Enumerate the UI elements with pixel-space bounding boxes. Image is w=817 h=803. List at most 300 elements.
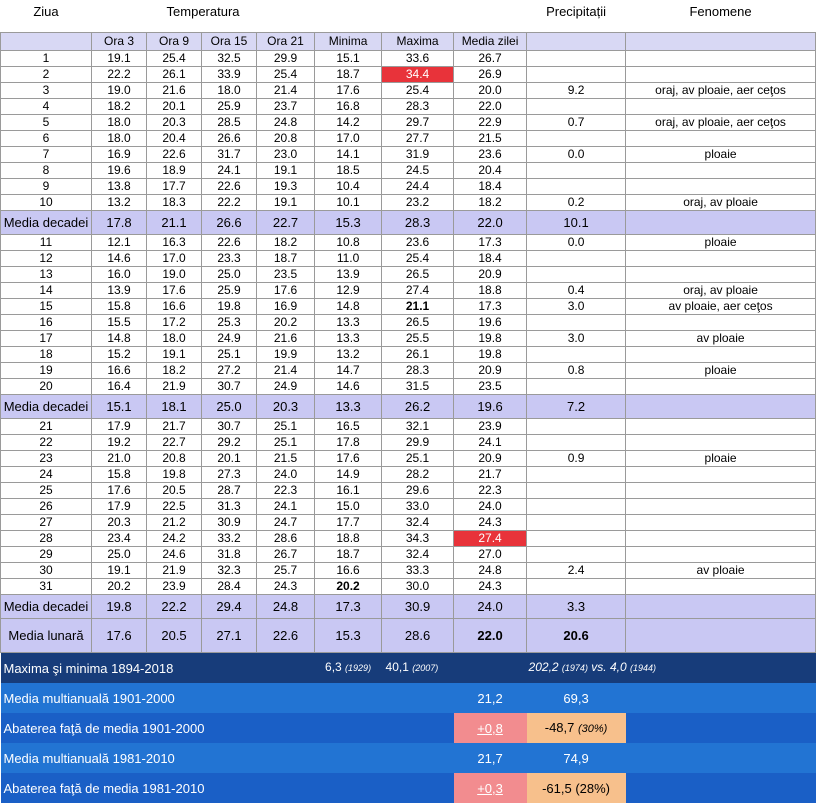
cell: 23 xyxy=(1,451,92,467)
cell xyxy=(527,435,626,451)
footer-mean-1981-label: Media multianuală 1981-2010 xyxy=(1,743,454,773)
cell: 9 xyxy=(1,179,92,195)
cell: 16.9 xyxy=(257,299,315,315)
cell: 29.7 xyxy=(382,115,454,131)
cell: 31.5 xyxy=(382,379,454,395)
cell: 0.0 xyxy=(527,147,626,163)
cell: 19.1 xyxy=(257,163,315,179)
table-row xyxy=(1,283,816,299)
cell xyxy=(626,163,816,179)
cell: 25.9 xyxy=(202,283,257,299)
table-row xyxy=(1,299,816,315)
cell: 16.0 xyxy=(92,267,147,283)
col-header: Ora 3 xyxy=(92,33,147,51)
cell: 19.6 xyxy=(454,395,527,419)
cell: 12.9 xyxy=(315,283,382,299)
cell: 25 xyxy=(1,483,92,499)
cell: 16.3 xyxy=(147,235,202,251)
cell: 30.0 xyxy=(382,579,454,595)
cell: 18.8 xyxy=(315,531,382,547)
cell: 18.2 xyxy=(92,99,147,115)
cell: 19.9 xyxy=(257,347,315,363)
table-row xyxy=(1,163,816,179)
cell: 20.2 xyxy=(257,315,315,331)
cell: 21.1 xyxy=(382,299,454,315)
cell: 24.7 xyxy=(257,515,315,531)
cell: 27.4 xyxy=(382,283,454,299)
cell: 20.5 xyxy=(147,619,202,653)
cell: 20.8 xyxy=(147,451,202,467)
cell: 14.6 xyxy=(92,251,147,267)
cell: Media decadei xyxy=(1,211,92,235)
cell: 25.1 xyxy=(202,347,257,363)
decade-summary-row xyxy=(1,395,816,419)
cell: 15.0 xyxy=(315,499,382,515)
cell xyxy=(626,531,816,547)
cell: 14.1 xyxy=(315,147,382,163)
cell: 25.0 xyxy=(202,267,257,283)
cell: 9.2 xyxy=(527,83,626,99)
cell: 28 xyxy=(1,531,92,547)
cell: 21.5 xyxy=(454,131,527,147)
cell xyxy=(626,51,816,67)
cell: 10.1 xyxy=(527,211,626,235)
cell: 29.9 xyxy=(257,51,315,67)
cell: 22.2 xyxy=(92,67,147,83)
cell: 23.6 xyxy=(454,147,527,163)
cell xyxy=(626,619,816,653)
cell: 24.4 xyxy=(382,179,454,195)
cell xyxy=(527,547,626,563)
cell xyxy=(527,67,626,83)
cell: 15.8 xyxy=(92,467,147,483)
cell: 13.3 xyxy=(315,395,382,419)
cell xyxy=(527,267,626,283)
cell: 28.5 xyxy=(202,115,257,131)
table-row xyxy=(1,451,816,467)
cell: 7 xyxy=(1,147,92,163)
cell: 25.1 xyxy=(382,451,454,467)
cell: 28.7 xyxy=(202,483,257,499)
cell: 32.4 xyxy=(382,547,454,563)
cell: 16.6 xyxy=(92,363,147,379)
cell: 17.0 xyxy=(147,251,202,267)
cell: 20.6 xyxy=(527,619,626,653)
cell: 30.7 xyxy=(202,419,257,435)
cell: 28.6 xyxy=(257,531,315,547)
cell: 20.9 xyxy=(454,267,527,283)
cell xyxy=(527,515,626,531)
cell: 0.9 xyxy=(527,451,626,467)
cell: 18.0 xyxy=(92,115,147,131)
cell: 23.5 xyxy=(454,379,527,395)
cell: 23.4 xyxy=(92,531,147,547)
cell: 20.3 xyxy=(92,515,147,531)
cell: av ploaie, aer ceţos xyxy=(626,299,816,315)
cell: 17.9 xyxy=(92,419,147,435)
cell: 14.2 xyxy=(315,115,382,131)
table-row xyxy=(1,51,816,67)
footer-mean-1901-row xyxy=(1,683,816,713)
cell: 14.8 xyxy=(315,299,382,315)
cell: 17.6 xyxy=(147,283,202,299)
cell: 17.6 xyxy=(315,83,382,99)
cell: 22.6 xyxy=(202,235,257,251)
cell: 12.1 xyxy=(92,235,147,251)
cell: 14.9 xyxy=(315,467,382,483)
cell: 17.6 xyxy=(315,451,382,467)
header-fenomene: Fenomene xyxy=(626,0,816,33)
cell: 20.3 xyxy=(147,115,202,131)
cell: 14.8 xyxy=(92,331,147,347)
table-row xyxy=(1,235,816,251)
cell: 12 xyxy=(1,251,92,267)
cell: 13.2 xyxy=(315,347,382,363)
cell: 3.0 xyxy=(527,331,626,347)
table-row xyxy=(1,563,816,579)
cell: 10.4 xyxy=(315,179,382,195)
cell xyxy=(527,579,626,595)
cell xyxy=(626,435,816,451)
cell: av ploaie xyxy=(626,563,816,579)
cell: 26.7 xyxy=(454,51,527,67)
cell: oraj, av ploaie, aer ceţos xyxy=(626,83,816,99)
footer-mean-1901-temp: 21,2 xyxy=(454,683,527,713)
monthly-summary-row xyxy=(1,619,816,653)
cell: 13.9 xyxy=(92,283,147,299)
cell xyxy=(626,547,816,563)
cell: 32.1 xyxy=(382,419,454,435)
cell: 17.3 xyxy=(315,595,382,619)
cell: 2 xyxy=(1,67,92,83)
cell: 27.3 xyxy=(202,467,257,483)
cell: 20.1 xyxy=(147,99,202,115)
cell: 25.0 xyxy=(92,547,147,563)
cell: 16.6 xyxy=(147,299,202,315)
cell: 24.6 xyxy=(147,547,202,563)
cell: 21.0 xyxy=(92,451,147,467)
cell: 22.0 xyxy=(454,211,527,235)
cell xyxy=(527,467,626,483)
cell: 31.3 xyxy=(202,499,257,515)
table-row xyxy=(1,99,816,115)
cell: 26.6 xyxy=(202,131,257,147)
cell: 8 xyxy=(1,163,92,179)
cell: 24.3 xyxy=(454,515,527,531)
cell xyxy=(626,483,816,499)
cell: 19.8 xyxy=(454,347,527,363)
cell: 22.0 xyxy=(454,99,527,115)
cell: 0.8 xyxy=(527,363,626,379)
table-row xyxy=(1,379,816,395)
cell: 32.3 xyxy=(202,563,257,579)
cell: 11.0 xyxy=(315,251,382,267)
cell: 34.3 xyxy=(382,531,454,547)
cell: 21.6 xyxy=(147,83,202,99)
cell: 28.3 xyxy=(382,211,454,235)
cell: 22.7 xyxy=(257,211,315,235)
cell: 22.2 xyxy=(147,595,202,619)
cell: 13.3 xyxy=(315,315,382,331)
cell: 24.0 xyxy=(257,467,315,483)
cell xyxy=(626,419,816,435)
header-row-columns xyxy=(1,33,816,51)
cell: 19 xyxy=(1,363,92,379)
cell xyxy=(527,315,626,331)
cell: 20.4 xyxy=(147,131,202,147)
cell: 18.2 xyxy=(147,363,202,379)
cell: 7.2 xyxy=(527,395,626,419)
cell: 28.3 xyxy=(382,363,454,379)
table-row xyxy=(1,347,816,363)
cell: 19.1 xyxy=(92,563,147,579)
cell: 16.1 xyxy=(315,483,382,499)
cell: ploaie xyxy=(626,147,816,163)
footer-dev-1981-row xyxy=(1,773,816,803)
cell: 17.3 xyxy=(454,299,527,315)
cell: 20.9 xyxy=(454,451,527,467)
cell xyxy=(527,99,626,115)
cell: 29.6 xyxy=(382,483,454,499)
cell: 22 xyxy=(1,435,92,451)
cell: 18.9 xyxy=(147,163,202,179)
cell: av ploaie xyxy=(626,331,816,347)
cell: 32.5 xyxy=(202,51,257,67)
cell: 33.3 xyxy=(382,563,454,579)
cell: 24.8 xyxy=(257,595,315,619)
cell: 24.9 xyxy=(202,331,257,347)
cell: 13.9 xyxy=(315,267,382,283)
cell: 22.7 xyxy=(147,435,202,451)
cell: 27 xyxy=(1,515,92,531)
cell: 23.9 xyxy=(454,419,527,435)
cell xyxy=(527,379,626,395)
cell: 24.1 xyxy=(454,435,527,451)
cell: 18.7 xyxy=(315,67,382,83)
cell: 24.8 xyxy=(257,115,315,131)
footer-extremes-precip: 202,2 (1974) vs. 4,0 (1944) xyxy=(527,653,816,684)
table-row xyxy=(1,267,816,283)
cell: 16.5 xyxy=(315,419,382,435)
cell: 22.2 xyxy=(202,195,257,211)
cell: 18.0 xyxy=(147,331,202,347)
table-row xyxy=(1,251,816,267)
cell: 27.0 xyxy=(454,547,527,563)
footer-dev-1981-precip: -61,5 (28%) xyxy=(527,773,626,803)
cell: 18.4 xyxy=(454,251,527,267)
cell: 22.3 xyxy=(454,483,527,499)
cell xyxy=(626,395,816,419)
cell: 31.7 xyxy=(202,147,257,163)
cell: 29.2 xyxy=(202,435,257,451)
cell: 21 xyxy=(1,419,92,435)
cell: 15.2 xyxy=(92,347,147,363)
cell: 33.0 xyxy=(382,499,454,515)
table-row xyxy=(1,547,816,563)
cell: 30.7 xyxy=(202,379,257,395)
cell: 26.1 xyxy=(382,347,454,363)
footer-mean-1981-row xyxy=(1,743,816,773)
cell: 19.6 xyxy=(92,163,147,179)
cell: 14.6 xyxy=(315,379,382,395)
footer-mean-1981-precip: 74,9 xyxy=(527,743,626,773)
cell: 10.1 xyxy=(315,195,382,211)
cell: 17.6 xyxy=(257,283,315,299)
cell: 2.4 xyxy=(527,563,626,579)
footer-mean-1981-temp: 21,7 xyxy=(454,743,527,773)
cell: 18.7 xyxy=(315,547,382,563)
cell xyxy=(626,499,816,515)
table-row xyxy=(1,435,816,451)
cell: 25.4 xyxy=(257,67,315,83)
cell: 23.3 xyxy=(202,251,257,267)
cell: 18.0 xyxy=(202,83,257,99)
cell: Media lunară xyxy=(1,619,92,653)
cell: 18.2 xyxy=(454,195,527,211)
footer-dev-1981-temp: +0,3 xyxy=(454,773,527,803)
cell: oraj, av ploaie, aer ceţos xyxy=(626,115,816,131)
cell: 30.9 xyxy=(202,515,257,531)
cell: 27.4 xyxy=(454,531,527,547)
footer-mean-1901-label: Media multianuală 1901-2000 xyxy=(1,683,454,713)
cell: 13.3 xyxy=(315,331,382,347)
cell xyxy=(626,347,816,363)
cell: 13.2 xyxy=(92,195,147,211)
table-row xyxy=(1,115,816,131)
cell: 30.9 xyxy=(382,595,454,619)
cell: 10.8 xyxy=(315,235,382,251)
cell: 31.9 xyxy=(382,147,454,163)
cell: 15.3 xyxy=(315,211,382,235)
footer-dev-1981-label: Abaterea faţă de media 1981-2010 xyxy=(1,773,454,803)
cell: 18.4 xyxy=(454,179,527,195)
cell: 21.6 xyxy=(257,331,315,347)
cell: 25.7 xyxy=(257,563,315,579)
cell: 27.1 xyxy=(202,619,257,653)
cell: 19.6 xyxy=(454,315,527,331)
table-row xyxy=(1,195,816,211)
cell: 6 xyxy=(1,131,92,147)
cell xyxy=(626,267,816,283)
col-header: Maxima xyxy=(382,33,454,51)
cell xyxy=(527,131,626,147)
cell xyxy=(626,131,816,147)
cell: 21.9 xyxy=(147,563,202,579)
cell: 33.6 xyxy=(382,51,454,67)
cell: 25.0 xyxy=(202,395,257,419)
cell: 17.0 xyxy=(315,131,382,147)
cell: 34.4 xyxy=(382,67,454,83)
cell xyxy=(626,467,816,483)
cell: 11 xyxy=(1,235,92,251)
cell: 18.0 xyxy=(92,131,147,147)
cell xyxy=(626,99,816,115)
cell: 21.7 xyxy=(147,419,202,435)
cell: 21.1 xyxy=(147,211,202,235)
cell: 17.7 xyxy=(315,515,382,531)
cell: 33.9 xyxy=(202,67,257,83)
cell: 15.1 xyxy=(315,51,382,67)
cell: 18.8 xyxy=(454,283,527,299)
cell: 23.9 xyxy=(147,579,202,595)
cell: 24.9 xyxy=(257,379,315,395)
cell: ploaie xyxy=(626,363,816,379)
cell: 16 xyxy=(1,315,92,331)
cell: 5 xyxy=(1,115,92,131)
table-row xyxy=(1,515,816,531)
footer-dev-1901-row xyxy=(1,713,816,743)
cell xyxy=(626,315,816,331)
cell: 18.3 xyxy=(147,195,202,211)
cell xyxy=(527,347,626,363)
cell: 17.6 xyxy=(92,483,147,499)
cell: 17.7 xyxy=(147,179,202,195)
cell: 18.7 xyxy=(257,251,315,267)
table-row xyxy=(1,67,816,83)
cell: 20.5 xyxy=(147,483,202,499)
cell: 19.3 xyxy=(257,179,315,195)
cell: 25.1 xyxy=(257,435,315,451)
cell: 26.6 xyxy=(202,211,257,235)
col-header: Media zilei xyxy=(454,33,527,51)
cell: 17.2 xyxy=(147,315,202,331)
cell: 24.8 xyxy=(454,563,527,579)
cell xyxy=(527,179,626,195)
cell: 18 xyxy=(1,347,92,363)
footer-dev-1901-precip: -48,7 (30%) xyxy=(527,713,626,743)
cell: oraj, av ploaie xyxy=(626,195,816,211)
cell: 24.5 xyxy=(382,163,454,179)
table-row xyxy=(1,419,816,435)
cell: 26.2 xyxy=(382,395,454,419)
cell: ploaie xyxy=(626,451,816,467)
cell: 24.0 xyxy=(454,595,527,619)
cell: 22.6 xyxy=(202,179,257,195)
cell: 21.4 xyxy=(257,363,315,379)
cell: 24 xyxy=(1,467,92,483)
cell: 27.7 xyxy=(382,131,454,147)
cell: 16.9 xyxy=(92,147,147,163)
footer-mean-1901-precip: 69,3 xyxy=(527,683,626,713)
cell: 14.7 xyxy=(315,363,382,379)
cell xyxy=(626,179,816,195)
cell: 19.8 xyxy=(202,299,257,315)
table-row xyxy=(1,483,816,499)
cell: 28.4 xyxy=(202,579,257,595)
col-header: Minima xyxy=(315,33,382,51)
table-row xyxy=(1,467,816,483)
cell: 31 xyxy=(1,579,92,595)
cell: 13 xyxy=(1,267,92,283)
footer-extremes-max: 40,1 (2007) xyxy=(382,653,527,684)
cell: 29.9 xyxy=(382,435,454,451)
cell: 21.2 xyxy=(147,515,202,531)
cell: 16.6 xyxy=(315,563,382,579)
cell: 33.2 xyxy=(202,531,257,547)
cell: 26.5 xyxy=(382,315,454,331)
table-row xyxy=(1,147,816,163)
table-row xyxy=(1,579,816,595)
col-header: Ora 9 xyxy=(147,33,202,51)
cell xyxy=(527,251,626,267)
cell: 27.2 xyxy=(202,363,257,379)
cell: 29 xyxy=(1,547,92,563)
cell: 20.2 xyxy=(315,579,382,595)
table-row xyxy=(1,331,816,347)
cell: 17 xyxy=(1,331,92,347)
table-row xyxy=(1,363,816,379)
cell: 30 xyxy=(1,563,92,579)
